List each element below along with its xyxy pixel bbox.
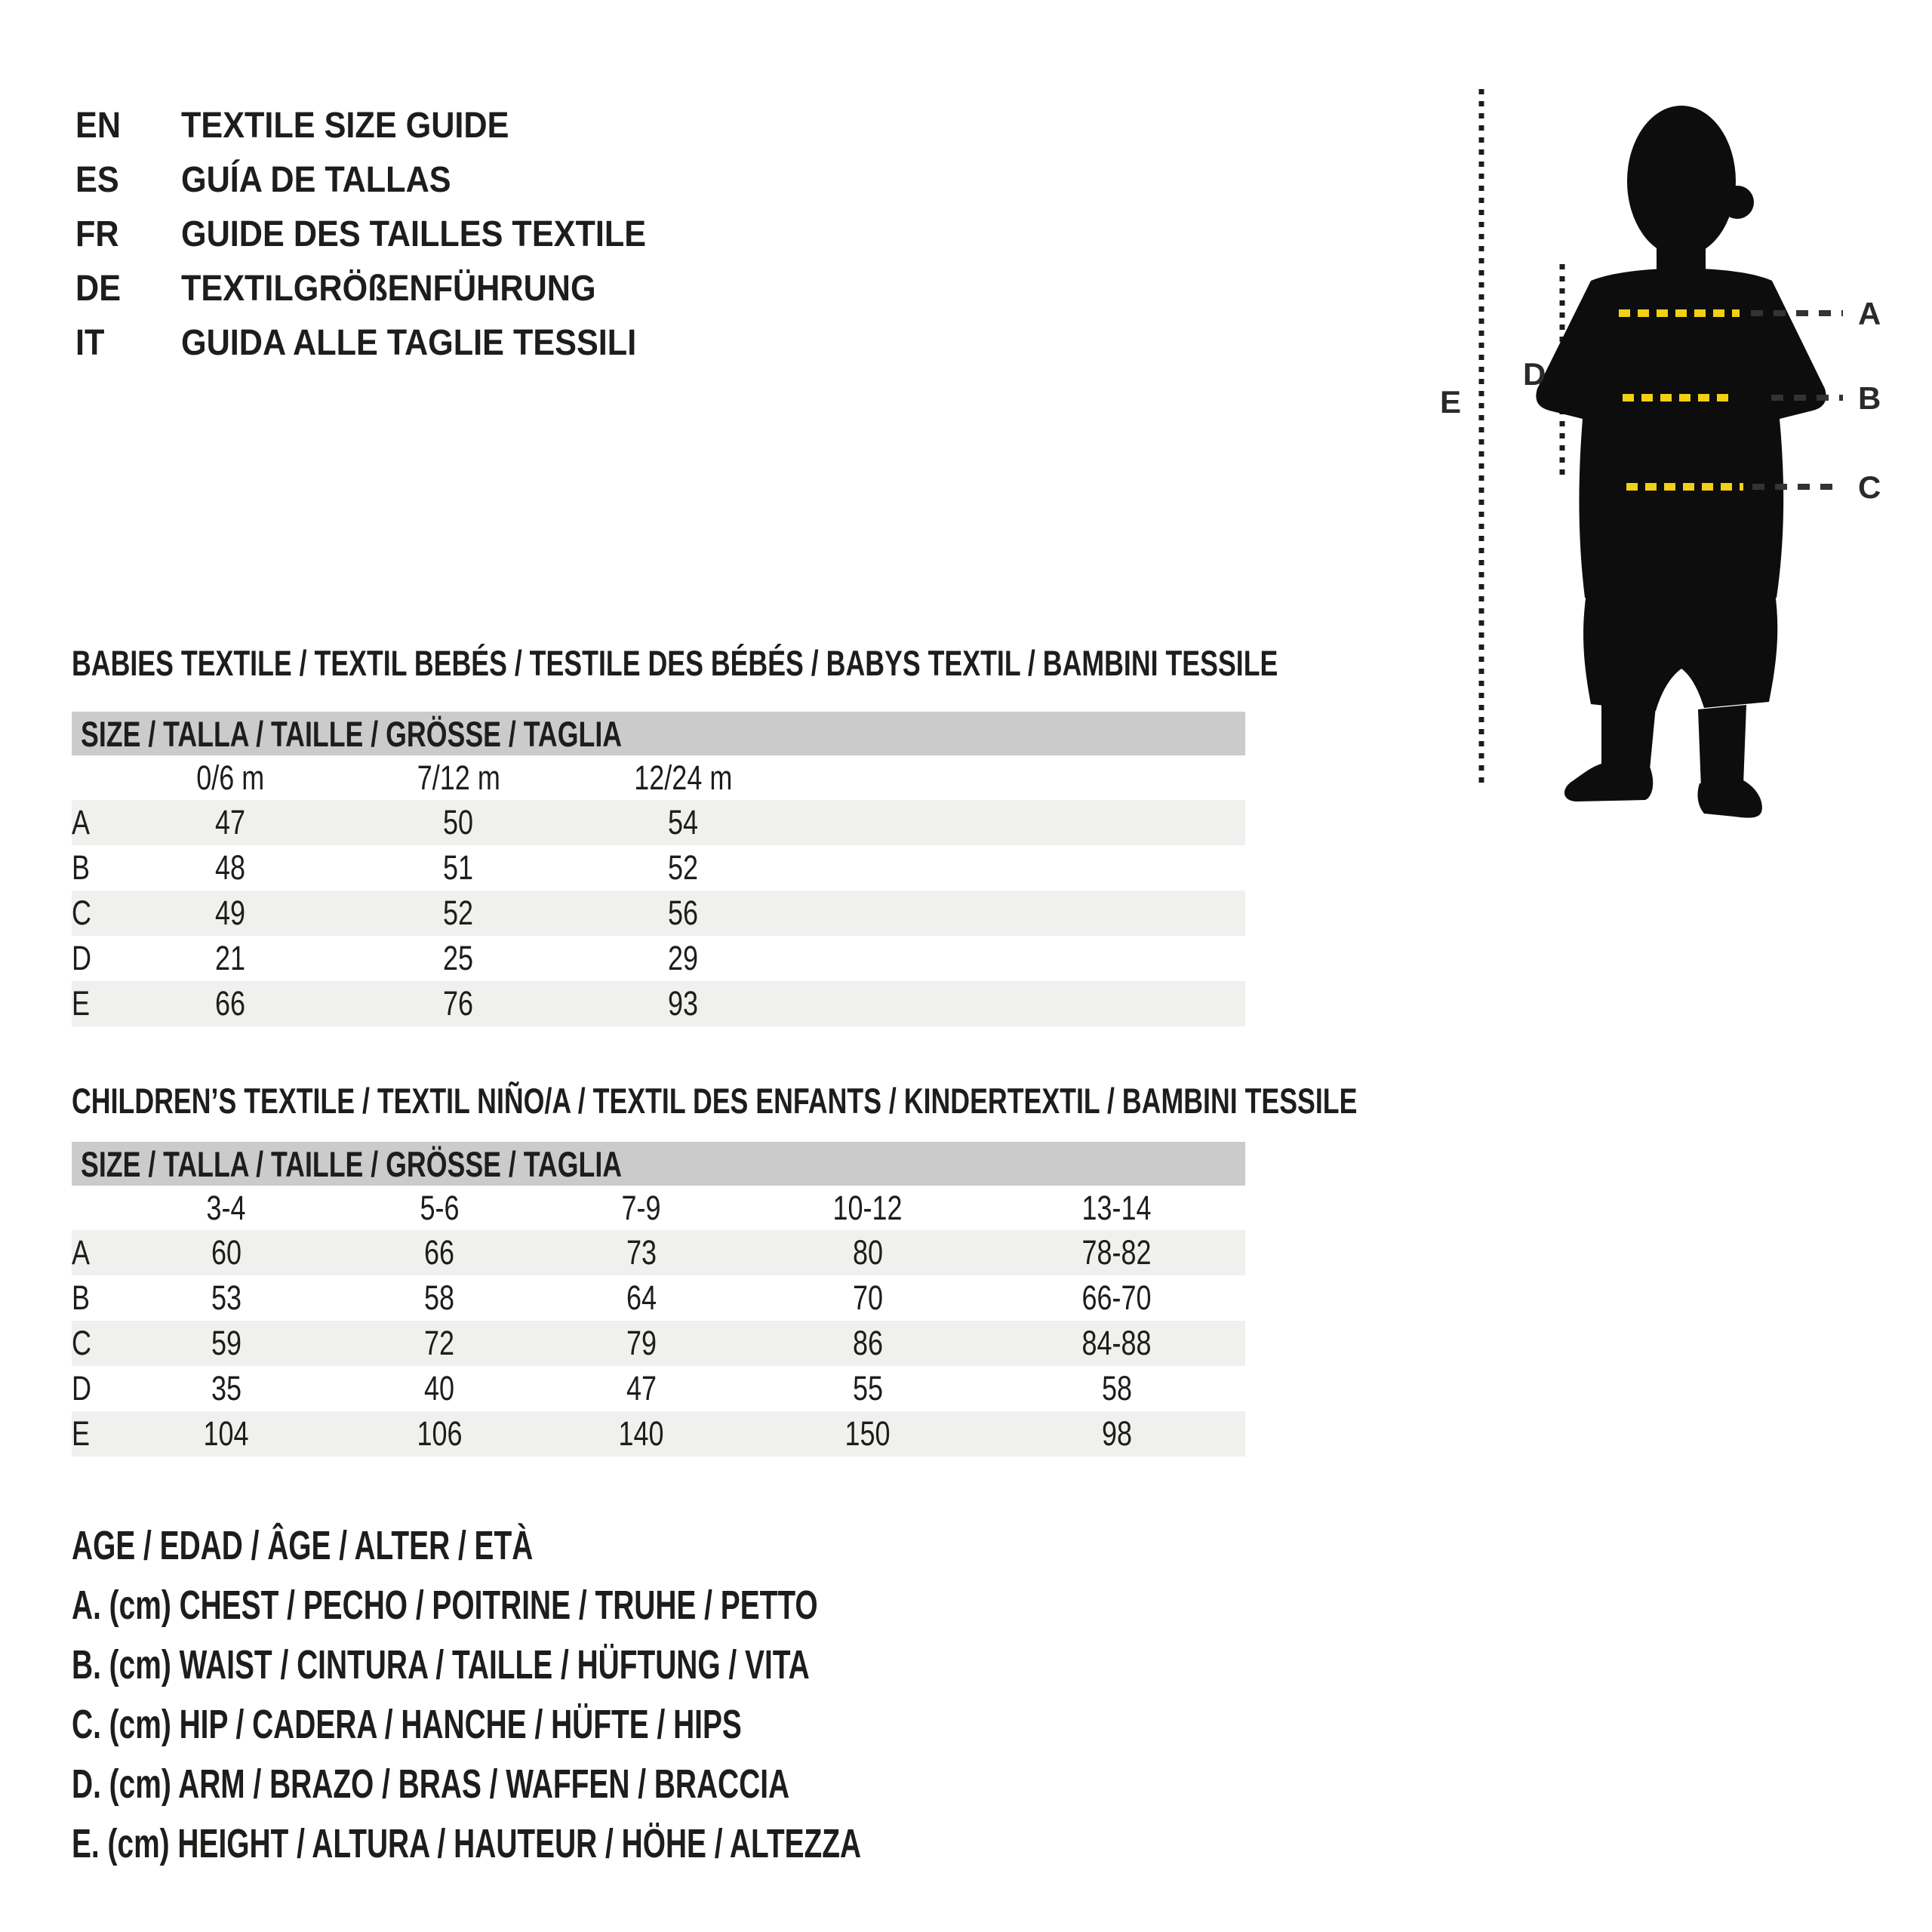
column-header: 10-12 [832,1188,903,1227]
measurement-cell: 80 [852,1233,884,1272]
measurement-cell: 66 [424,1233,455,1272]
legend-item: C. (cm) HIP / CADERA / HANCHE / HÜFTE / HIPS [72,1701,742,1747]
babies-textile-section [72,643,1278,1026]
child-silhouette [1536,106,1826,818]
measurement-cell: 35 [211,1369,242,1407]
row-label: C [72,1324,91,1362]
language-row [75,98,698,152]
table-row-D [72,1366,1245,1411]
language-title: TEXTILE SIZE GUIDE [181,105,509,146]
column-header: 0/6 m [195,758,265,797]
filler-cell [1241,1366,1245,1411]
measurement-figure [1396,75,1924,830]
measurement-cell: 58 [1101,1369,1133,1407]
language-title: GUIDE DES TAILLES TEXTILE [181,214,647,254]
measurement-cell: 51 [443,848,474,887]
measurement-cell: 47 [626,1369,657,1407]
filler-cell [1241,1275,1245,1321]
column-header-row [72,755,1245,800]
table-row-C [72,1321,1245,1366]
measurement-cell: 49 [214,894,246,932]
babies-size-table [72,755,1245,1026]
measurement-cell: 52 [443,894,474,932]
measurement-cell: 48 [214,848,246,887]
corner-cell [72,755,113,800]
filler-cell [796,891,1245,936]
legend-age-line: AGE / EDAD / ÂGE / ALTER / ETÀ [72,1522,534,1568]
language-title-block [75,98,698,370]
language-row [75,261,698,315]
language-row [75,207,698,261]
table-row-C [72,891,1245,936]
measurement-cell: 47 [214,803,246,841]
filler-cell [796,981,1245,1026]
hip-C-label: C [1858,469,1881,505]
column-header: 7-9 [621,1188,662,1227]
row-label: D [72,1369,91,1407]
measurement-cell: 106 [417,1414,463,1453]
children-size-header-bar: SIZE / TALLA / TAILLE / GRÖSSE / TAGLIA [72,1142,1245,1186]
column-header: 3-4 [206,1188,247,1227]
column-header: 7/12 m [417,758,500,797]
row-label: E [72,984,91,1023]
babies-size-header-bar: SIZE / TALLA / TAILLE / GRÖSSE / TAGLIA [72,712,1245,755]
filler-cell [1241,1186,1245,1230]
language-code: FR [75,214,119,254]
column-header-row [72,1186,1245,1230]
measurement-cell: 60 [211,1233,242,1272]
measurement-cell: 25 [443,939,474,977]
waist-B-label: B [1858,380,1881,416]
measurement-cell: 54 [667,803,699,841]
filler-cell [1241,1321,1245,1366]
language-title: TEXTILGRÖßENFÜHRUNG [181,268,596,309]
measurement-cell: 84-88 [1081,1324,1152,1362]
table-row-A [72,800,1245,845]
legend-items [72,1575,1355,1873]
height-E-label: E [1440,384,1462,420]
chest-A-label: A [1858,296,1881,331]
language-code: DE [75,268,122,309]
row-label: D [72,939,91,977]
row-label: C [72,894,91,932]
filler-cell [796,755,1245,800]
corner-cell [72,1186,113,1230]
measurement-cell: 21 [214,939,246,977]
measurement-cell: 40 [424,1369,455,1407]
measurement-cell: 66 [214,984,246,1023]
measurement-cell: 56 [667,894,699,932]
measurement-cell: 98 [1101,1414,1133,1453]
row-label: B [72,848,91,887]
measurement-cell: 52 [667,848,699,887]
legend-item: D. (cm) ARM / BRAZO / BRAS / WAFFEN / BRACCIA [72,1761,790,1807]
language-code: ES [75,159,119,200]
measurement-legend [72,1515,1355,1873]
column-header: 13-14 [1081,1188,1152,1227]
measurement-cell: 86 [852,1324,884,1362]
row-label: A [72,803,91,841]
measurement-cell: 64 [626,1278,657,1317]
language-title: GUIDA ALLE TAGLIE TESSILI [181,322,637,363]
children-size-table [72,1186,1245,1457]
measurement-cell: 59 [211,1324,242,1362]
legend-item: A. (cm) CHEST / PECHO / POITRINE / TRUHE / PETTO [72,1582,818,1628]
measurement-cell: 150 [844,1414,891,1453]
arm-D-label: D [1523,356,1546,392]
filler-cell [796,800,1245,845]
babies-section-heading: BABIES TEXTILE / TEXTIL BEBÉS / TESTILE DES BÉBÉS / BABYS TEXTIL / BAMBINI TESSILE [72,643,1278,683]
children-textile-section [72,1081,1358,1457]
measurement-cell: 104 [203,1414,250,1453]
measurement-cell: 76 [443,984,474,1023]
row-label: A [72,1233,91,1272]
measurement-cell: 73 [626,1233,657,1272]
measurement-cell: 58 [424,1278,455,1317]
measurement-cell: 66-70 [1081,1278,1152,1317]
column-header: 5-6 [420,1188,460,1227]
filler-cell [796,936,1245,981]
measurement-cell: 70 [852,1278,884,1317]
measurement-cell: 78-82 [1081,1233,1152,1272]
filler-cell [1241,1230,1245,1275]
measurement-cell: 72 [424,1324,455,1362]
filler-cell [1241,1411,1245,1457]
table-row-B [72,845,1245,891]
measurement-cell: 93 [667,984,699,1023]
table-row-A [72,1230,1245,1275]
row-label: E [72,1414,91,1453]
measurement-cell: 53 [211,1278,242,1317]
measurement-cell: 79 [626,1324,657,1362]
measurement-cell: 140 [618,1414,665,1453]
legend-item: E. (cm) HEIGHT / ALTURA / HAUTEUR / HÖHE / ALTEZZA [72,1820,862,1866]
measurement-cell: 29 [667,939,699,977]
language-code: EN [75,105,122,146]
children-section-heading: CHILDREN’S TEXTILE / TEXTIL NIÑO/A / TEXTIL DES ENFANTS / KINDERTEXTIL / BAMBINI TESSILE [72,1081,1358,1121]
legend-item: B. (cm) WAIST / CINTURA / TAILLE / HÜFTUNG / VITA [72,1641,810,1687]
language-row [75,152,698,207]
table-row-E [72,981,1245,1026]
row-label: B [72,1278,91,1317]
table-row-D [72,936,1245,981]
measurement-cell: 55 [852,1369,884,1407]
table-row-B [72,1275,1245,1321]
language-title: GUÍA DE TALLAS [181,159,451,200]
table-row-E [72,1411,1245,1457]
column-header: 12/24 m [633,758,733,797]
filler-cell [796,845,1245,891]
language-row [75,315,698,370]
measurement-cell: 50 [443,803,474,841]
language-code: IT [75,322,105,363]
